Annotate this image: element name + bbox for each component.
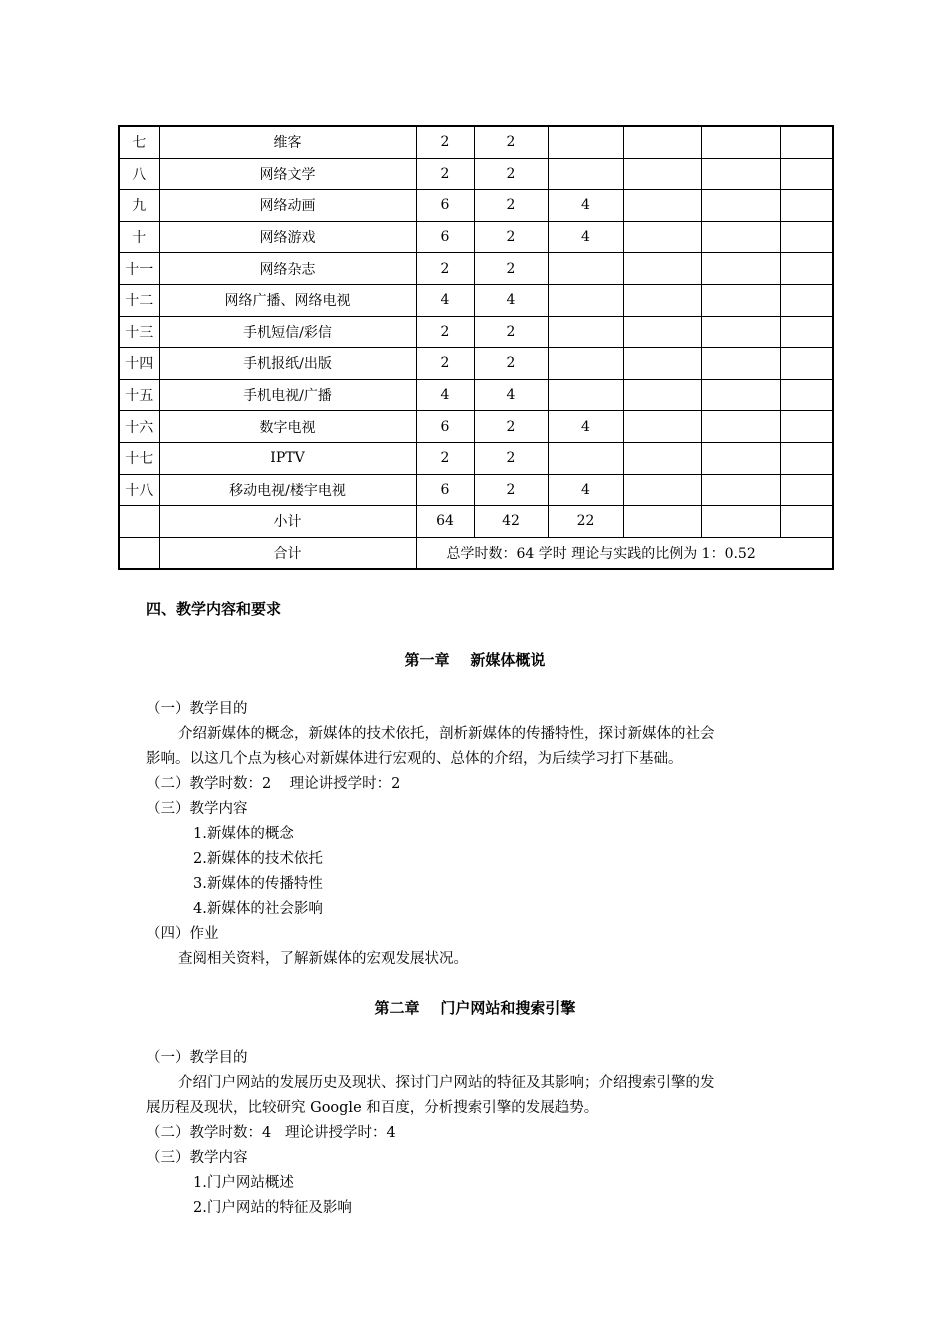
cell-empty bbox=[623, 411, 701, 443]
cell-empty bbox=[780, 126, 833, 158]
cell-topic: 手机报纸/出版 bbox=[159, 348, 416, 380]
cell-empty bbox=[701, 221, 780, 253]
cell-practice: 4 bbox=[548, 221, 623, 253]
cell-empty bbox=[623, 190, 701, 222]
chapter1-hours: （二）教学时数：2 理论讲授学时：2 bbox=[146, 776, 401, 792]
cell-empty bbox=[780, 190, 833, 222]
cell-topic: IPTV bbox=[159, 442, 416, 474]
table-row bbox=[119, 158, 833, 190]
chapter1-homework: 查阅相关资料，了解新媒体的宏观发展状况。 bbox=[178, 951, 468, 967]
cell-no: 十一 bbox=[119, 253, 159, 285]
cell-empty bbox=[701, 506, 780, 538]
cell-empty bbox=[780, 474, 833, 506]
cell-empty bbox=[780, 221, 833, 253]
chapter1-item: 2.新媒体的技术依托 bbox=[193, 851, 323, 867]
cell-empty bbox=[623, 348, 701, 380]
table-row bbox=[119, 474, 833, 506]
table-body bbox=[119, 126, 833, 569]
cell-topic: 网络广播、网络电视 bbox=[159, 284, 416, 316]
cell-topic: 网络游戏 bbox=[159, 221, 416, 253]
cell-topic: 手机短信/彩信 bbox=[159, 316, 416, 348]
chapter2-goal-heading: （一）教学目的 bbox=[146, 1050, 248, 1066]
cell-empty bbox=[701, 158, 780, 190]
cell-practice: 4 bbox=[548, 190, 623, 222]
cell-theory: 2 bbox=[474, 411, 548, 443]
cell-total: 6 bbox=[416, 474, 474, 506]
cell-total: 6 bbox=[416, 411, 474, 443]
cell-topic: 网络动画 bbox=[159, 190, 416, 222]
chapter1-goal-heading: （一）教学目的 bbox=[146, 701, 248, 717]
subtotal-total: 64 bbox=[416, 506, 474, 538]
cell-empty bbox=[701, 442, 780, 474]
table-row bbox=[119, 411, 833, 443]
cell-theory: 2 bbox=[474, 474, 548, 506]
cell-no: 十 bbox=[119, 221, 159, 253]
cell-empty bbox=[623, 442, 701, 474]
cell-practice: 4 bbox=[548, 474, 623, 506]
cell-no: 十七 bbox=[119, 442, 159, 474]
cell-no: 九 bbox=[119, 190, 159, 222]
cell-practice: 4 bbox=[548, 411, 623, 443]
cell-topic: 手机电视/广播 bbox=[159, 379, 416, 411]
cell-topic: 数字电视 bbox=[159, 411, 416, 443]
cell-no: 八 bbox=[119, 158, 159, 190]
cell-total: 6 bbox=[416, 221, 474, 253]
cell-empty bbox=[780, 158, 833, 190]
cell-practice bbox=[548, 158, 623, 190]
cell-no: 十五 bbox=[119, 379, 159, 411]
cell-empty bbox=[780, 316, 833, 348]
cell-empty bbox=[623, 316, 701, 348]
cell-theory: 2 bbox=[474, 158, 548, 190]
cell-empty bbox=[780, 506, 833, 538]
cell-topic: 网络杂志 bbox=[159, 253, 416, 285]
cell-theory: 2 bbox=[474, 253, 548, 285]
chapter1-homework-heading: （四）作业 bbox=[146, 926, 219, 942]
cell-empty bbox=[623, 221, 701, 253]
cell-practice bbox=[548, 253, 623, 285]
cell-no bbox=[119, 506, 159, 538]
cell-practice bbox=[548, 284, 623, 316]
cell-empty bbox=[623, 253, 701, 285]
cell-no: 七 bbox=[119, 126, 159, 158]
chapter2-content-heading: （三）教学内容 bbox=[146, 1150, 248, 1166]
cell-no bbox=[119, 537, 159, 569]
table-row bbox=[119, 126, 833, 158]
table-row bbox=[119, 190, 833, 222]
cell-theory: 2 bbox=[474, 221, 548, 253]
chapter1-title: 第一章 新媒体概说 bbox=[404, 651, 546, 669]
cell-no: 十二 bbox=[119, 284, 159, 316]
table-row bbox=[119, 379, 833, 411]
cell-no: 十四 bbox=[119, 348, 159, 380]
cell-total: 4 bbox=[416, 379, 474, 411]
subtotal-theory: 42 bbox=[474, 506, 548, 538]
cell-empty bbox=[701, 474, 780, 506]
cell-empty bbox=[623, 379, 701, 411]
cell-theory: 2 bbox=[474, 442, 548, 474]
cell-topic: 维客 bbox=[159, 126, 416, 158]
chapter2-item: 2.门户网站的特征及影响 bbox=[193, 1200, 352, 1216]
cell-empty bbox=[780, 411, 833, 443]
cell-empty bbox=[780, 348, 833, 380]
cell-total: 2 bbox=[416, 348, 474, 380]
cell-topic: 移动电视/楼宇电视 bbox=[159, 474, 416, 506]
table-row bbox=[119, 221, 833, 253]
cell-empty bbox=[623, 474, 701, 506]
cell-empty bbox=[623, 284, 701, 316]
cell-theory: 2 bbox=[474, 190, 548, 222]
chapter1-item: 4.新媒体的社会影响 bbox=[193, 901, 323, 917]
cell-empty bbox=[623, 126, 701, 158]
table-row bbox=[119, 348, 833, 380]
chapter1-item: 1.新媒体的概念 bbox=[193, 826, 294, 842]
cell-empty bbox=[780, 253, 833, 285]
cell-empty bbox=[701, 126, 780, 158]
chapter1-content-heading: （三）教学内容 bbox=[146, 801, 248, 817]
chapter1-goal-line2: 影响。以这几个点为核心对新媒体进行宏观的、总体的介绍，为后续学习打下基础。 bbox=[146, 751, 683, 767]
table-row bbox=[119, 253, 833, 285]
cell-theory: 4 bbox=[474, 284, 548, 316]
cell-total: 2 bbox=[416, 442, 474, 474]
cell-practice bbox=[548, 126, 623, 158]
grand-total-row bbox=[119, 537, 833, 569]
section-heading: 四、教学内容和要求 bbox=[146, 600, 282, 618]
cell-empty bbox=[701, 190, 780, 222]
cell-empty bbox=[701, 316, 780, 348]
cell-theory: 4 bbox=[474, 379, 548, 411]
chapter2-goal-line2: 展历程及现状，比较研究 Google 和百度，分析搜索引擎的发展趋势。 bbox=[146, 1100, 599, 1116]
cell-practice bbox=[548, 316, 623, 348]
cell-total: 4 bbox=[416, 284, 474, 316]
cell-topic: 网络文学 bbox=[159, 158, 416, 190]
cell-total: 2 bbox=[416, 316, 474, 348]
cell-practice bbox=[548, 379, 623, 411]
cell-total: 2 bbox=[416, 126, 474, 158]
cell-empty bbox=[701, 411, 780, 443]
class-hours-table bbox=[118, 125, 834, 570]
cell-total: 2 bbox=[416, 253, 474, 285]
subtotal-practice: 22 bbox=[548, 506, 623, 538]
cell-no: 十六 bbox=[119, 411, 159, 443]
subtotal-label: 小计 bbox=[159, 506, 416, 538]
cell-empty bbox=[701, 348, 780, 380]
cell-empty bbox=[701, 253, 780, 285]
table-row bbox=[119, 316, 833, 348]
cell-empty bbox=[780, 379, 833, 411]
chapter2-hours: （二）教学时数：4 理论讲授学时：4 bbox=[146, 1125, 396, 1141]
subtotal-row bbox=[119, 506, 833, 538]
cell-empty bbox=[780, 442, 833, 474]
cell-theory: 2 bbox=[474, 316, 548, 348]
cell-total: 2 bbox=[416, 158, 474, 190]
cell-practice bbox=[548, 442, 623, 474]
grand-total-label: 合计 bbox=[159, 537, 416, 569]
cell-empty bbox=[623, 158, 701, 190]
cell-empty bbox=[623, 506, 701, 538]
chapter2-item: 1.门户网站概述 bbox=[193, 1175, 294, 1191]
chapter1-goal-line1: 介绍新媒体的概念，新媒体的技术依托，剖析新媒体的传播特性，探讨新媒体的社会 bbox=[178, 726, 715, 742]
table-row bbox=[119, 442, 833, 474]
cell-theory: 2 bbox=[474, 126, 548, 158]
chapter2-title: 第二章 门户网站和搜索引擎 bbox=[374, 999, 576, 1017]
cell-practice bbox=[548, 348, 623, 380]
cell-empty bbox=[701, 284, 780, 316]
cell-empty bbox=[780, 284, 833, 316]
cell-no: 十三 bbox=[119, 316, 159, 348]
chapter1-item: 3.新媒体的传播特性 bbox=[193, 876, 323, 892]
cell-empty bbox=[701, 379, 780, 411]
cell-no: 十八 bbox=[119, 474, 159, 506]
table-row bbox=[119, 284, 833, 316]
grand-total-text: 总学时数：64 学时 理论与实践的比例为 1：0.52 bbox=[416, 537, 833, 569]
chapter2-goal-line1: 介绍门户网站的发展历史及现状、探讨门户网站的特征及其影响；介绍搜索引擎的发 bbox=[178, 1075, 715, 1091]
cell-total: 6 bbox=[416, 190, 474, 222]
cell-theory: 2 bbox=[474, 348, 548, 380]
